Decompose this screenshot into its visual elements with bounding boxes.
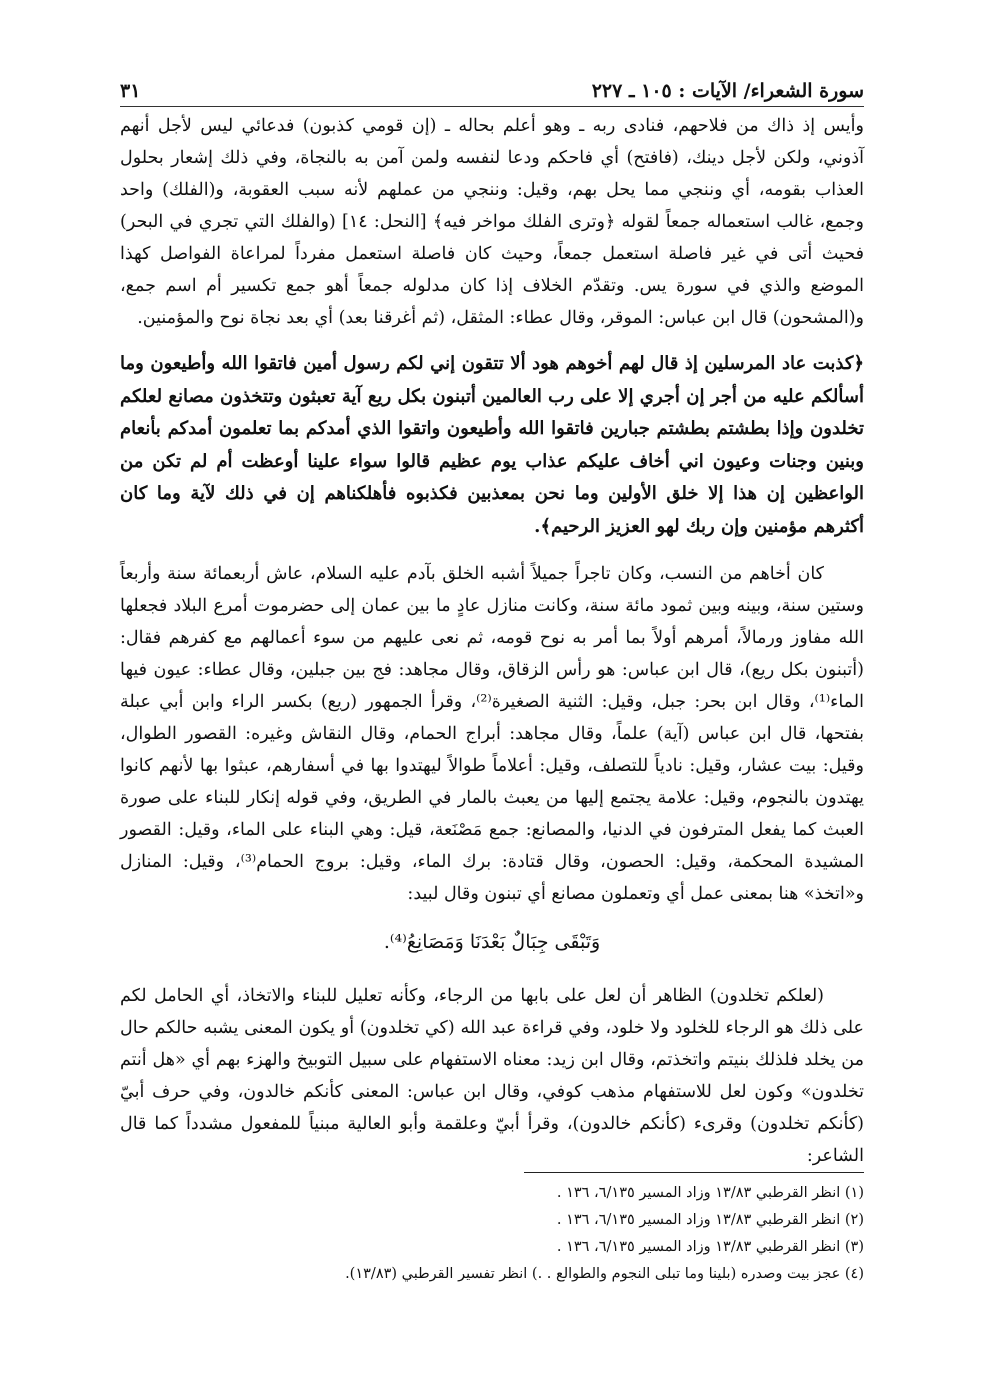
page-header	[120, 66, 864, 107]
footnote-1: (١) انظر القرطبي ١٣/٨٣ وزاد المسير ٦/١٣٥، ١٣٦ .	[556, 1185, 864, 1201]
main-text	[120, 110, 864, 1172]
footnote-divider	[524, 1172, 864, 1173]
running-title: سورة الشعراء/ الآيات : ١٠٥ ـ ٢٢٧	[591, 80, 864, 102]
quran-verses-block: ﴿كذبت عاد المرسلين إذ قال لهم أخوهم هود ألا تتقون إني لكم رسول أمين فاتقوا الله وأطيعون وما أسألكم عليه من أجر إن أجري إلا على رب العالمين أتبنون بكل ريع آية تعبثون وتتخذون مصانع لعلكم تخلدون وإذا بطشتم بطشتم جبارين فاتقوا الله وأطيعون واتقوا الذي أمدكم بما تعلمون أمدكم بأنعام وبنين وجنات وعيون اني أخاف عليكم عذاب يوم عظيم قالوا سواء علينا أوعظت أم لم تكن من الواعظين إن هذا إلا خلق الأولين وما نحن بمعذبين فكذبوه فأهلكناهم إن في ذلك لآية وما كان أكثرهم مؤمنين وإن ربك لهو العزيز الرحيم﴾.	[120, 353, 864, 537]
paragraph-commentary-noah: وأيس إذ ذاك من فلاحهم، فنادى ربه ـ وهو أعلم بحاله ـ (إن قومي كذبون) فدعائي ليس لأجل أنهم آذوني، ولكن لأجل دينك، (فافتح) أي فاحكم ودعا لنفسه ولمن آمن به بالنجاة، وفي ذلك إشعار بحلول العذاب بقومه، أي وننجي مما يحل بهم، وقيل: وننجي من عملهم لأنه سبب العقوبة، و(الفلك) واحد وجمع، غالب استعماله جمعاً لقوله ﴿وترى الفلك مواخر فيه﴾ [النحل: ١٤] (والفلك التي تجري في البحر) فحيث أتى في غير فاصلة استعمل جمعاً، وحيث كان فاصلة استعمل مفرداً لمراعاة الفواصل كهذا الموضع والذي في سورة يس. وتقدّم الخلاف إذا كان مدلوله جمعاً أهو جمع تكسير أم اسم جمع، و(المشحون) قال ابن عباس: الموقر، وقال عطاء: المثقل، (ثم أغرقنا بعد) أي بعد نجاة نوح والمؤمنين.	[120, 116, 864, 328]
footnote-2: (٢) انظر القرطبي ١٣/٨٣ وزاد المسير ٦/١٣٥، ١٣٦ .	[556, 1212, 864, 1228]
footnotes	[120, 1180, 864, 1288]
paragraph-commentary-ad: كان أخاهم من النسب، وكان تاجراً جميلاً أشبه الخلق بآدم عليه السلام، عاش أربعمائة سنة وأربعاً وستين سنة، وبينه وبين ثمود مائة سنة، وكانت منازل عادٍ ما بين عمان إلى حضرموت أمرع البلاد فجعلها الله مفاوز ورمالاً، أمرهم أولاً بما أمر به نوح قومه، ثم نعى عليهم من سوء أعمالهم مع كفرهم فقال: (أتبنون بكل ريع)، قال ابن عباس: هو رأس الزقاق، وقال مجاهد: فج بين جبلين، وقال عطاء: عيون فيها الماء⁽¹⁾، وقال ابن بحر: جبل، وقيل: الثنية الصغيرة⁽²⁾، وقرأ الجمهور (ريع) بكسر الراء وابن أبي عبلة بفتحها، قال ابن عباس (آية) علماً، وقال مجاهد: أبراج الحمام، وقال النقاش وغيره: القصور الطوال، وقيل: بيت عشار، وقيل: نادياً للتصلف، وقيل: أعلاماً طوالاً ليهتدوا بها في أسفارهم، عبثوا بها لأنهم كانوا يهتدون بالنجوم، وقيل: علامة يجتمع إليها من يعبث بالمار في الطريق، وفي قوله إنكار للبناء على صورة العبث كما يفعل المترفون في الدنيا، والمصانع: جمع مَصْنَعة، قيل: وهي البناء على الماء، وقيل: القصور المشيدة المحكمة، وقيل: الحصون، وقال قتادة: برك الماء، وقيل: بروج الحمام⁽³⁾، وقيل: المنازل و«اتخذ» هنا بمعنى عمل أي وتعملون مصانع أي تبنون وقال لبيد:	[120, 563, 864, 904]
footnote-4: (٤) عجز بيت وصدره (بلينا وما تبلى النجوم والطوالع . .) انظر تفسير القرطبي (١٣/٨٣).	[345, 1266, 864, 1282]
paragraph-commentary-khuld: (لعلكم تخلدون) الظاهر أن لعل على بابها من الرجاء، وكأنه تعليل للبناء والاتخاذ، أي الحامل لكم على ذلك هو الرجاء للخلود ولا خلود، وفي قراءة عبد الله (كي تخلدون) أو يكون المعنى يشبه حالكم حال من يخلد فلذلك بنيتم واتخذتم، وقال ابن زيد: معناه الاستفهام على سبيل التوبيخ والهزء بهم أي «هل أنتم تخلدون» وكون لعل للاستفهام مذهب كوفي، وقال ابن عباس: المعنى كأنكم خالدون، وفي حرف أبيّ (كأنكم تخلدون) وقرىء (كأنكم خالدون)، وقرأ أبيّ وعلقمة وأبو العالية مبنياً للمفعول مشدداً كما قال الشاعر:	[120, 985, 864, 1166]
page-number: ٣١	[120, 80, 141, 102]
footnote-3: (٣) انظر القرطبي ١٣/٨٣ وزاد المسير ٦/١٣٥، ١٣٦ .	[556, 1239, 864, 1255]
poem-line: وَتَبْقَى جِبَالٌ بَعْدَنَا وَمَصَانِعُ⁽⁴⁾.	[383, 930, 601, 953]
